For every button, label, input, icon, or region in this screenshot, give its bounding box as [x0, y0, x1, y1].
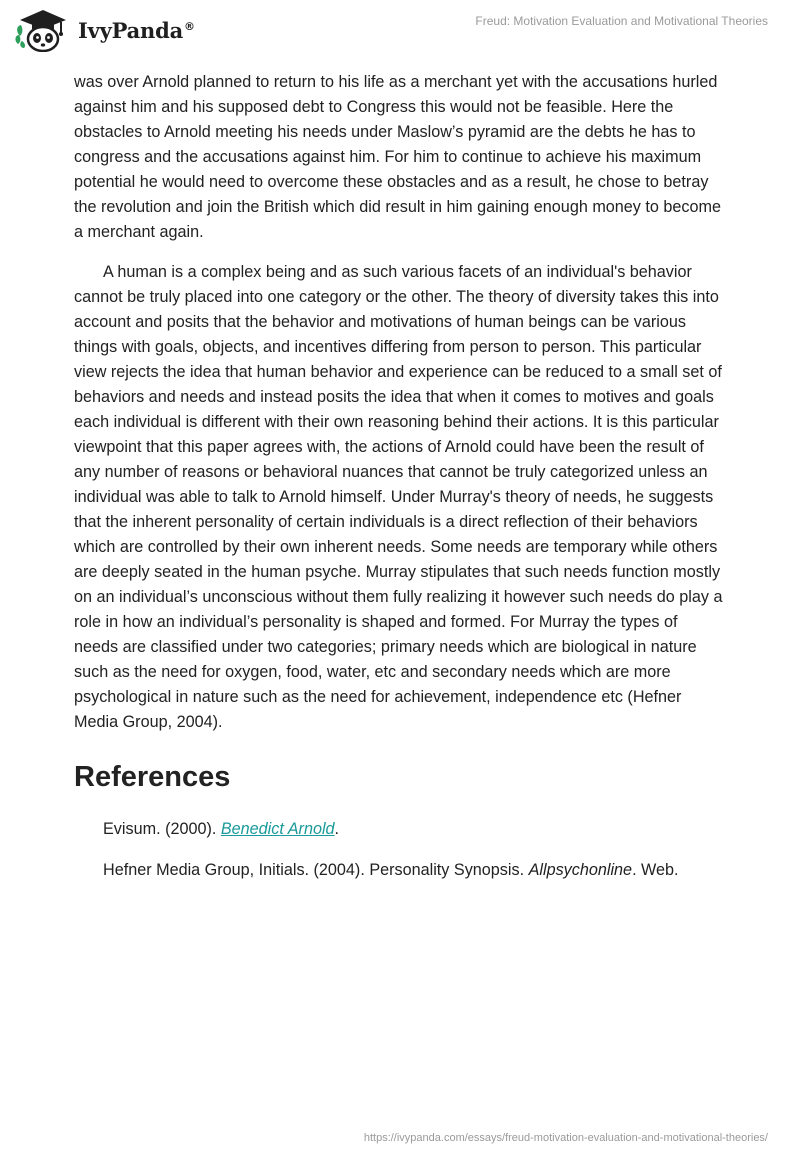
panda-mascot-icon	[14, 8, 72, 52]
reference-1-link[interactable]: Benedict Arnold	[220, 820, 335, 838]
brand-name: IvyPanda®	[78, 17, 195, 43]
body-paragraph-2: A human is a complex being and as such various facets of an individual's behavior cannot be truly placed into one category or the other. The theory of diversity takes this into account and posits that the behavior and motivations of human beings can be various things with goals, objects, and incentives differing from person to person. This particular view rejects the idea that human behavior and experience can be reduced to a small set of behaviors and needs and instead posits the idea that when it comes to motives and goals each individual is different with their own reasoning behind their actions. It is this particular viewpoint that this paper agrees with, the actions of Arnold could have been the result of any number of reasons or behavioral nuances that cannot be truly categorized unless an individual was able to talk to Arnold himself. Under Murray's theory of needs, he suggests that the inherent personality of certain individuals is a direct reflection of their behaviors which are controlled by their own inherent needs. Some needs are temporary while others are deeply seated in the human psyche. Murray stipulates that such needs function mostly on an individual’s unconscious without them fully realizing it however such needs do play a role in how an individual’s personality is shaped and formed. For Murray the types of needs are classified under two categories; primary needs which are biological in nature such as the need for oxygen, food, water, etc and secondary needs which are more psychological in nature such as the need for achievement, independence etc (Hefner Media Group, 2004).	[74, 263, 723, 731]
reference-1-suffix: .	[334, 820, 340, 838]
page-header	[0, 0, 800, 64]
ivypanda-logo[interactable]	[14, 8, 195, 52]
footer-url: https://ivypanda.com/essays/freud-motivation-evaluation-and-motivational-theories/	[363, 1132, 768, 1144]
reference-2-suffix: . Web.	[632, 861, 679, 879]
essay-body	[74, 70, 726, 899]
references-heading: References	[74, 761, 231, 793]
reference-item-1	[103, 817, 726, 842]
reference-1-prefix: Evisum. (2000).	[103, 820, 221, 838]
reference-2-source: Allpsychonline	[528, 861, 633, 879]
body-paragraph-1: was over Arnold planned to return to his life as a merchant yet with the accusations hurled against him and his supposed debt to Congress this would not be feasible. Here the obstacles to Arnold meeting his needs under Maslow’s pyramid are the debts he has to congress and the accusations against him. For him to continue to achieve his maximum potential he would need to overcome these obstacles and as a result, he chose to betray the revolution and join the British which did result in him gaining enough money to become a merchant again.	[74, 73, 721, 241]
reference-item-2	[103, 858, 726, 883]
document-title: Freud: Motivation Evaluation and Motivational Theories	[475, 14, 768, 28]
reference-2-prefix: Hefner Media Group, Initials. (2004). Personality Synopsis.	[103, 861, 529, 879]
